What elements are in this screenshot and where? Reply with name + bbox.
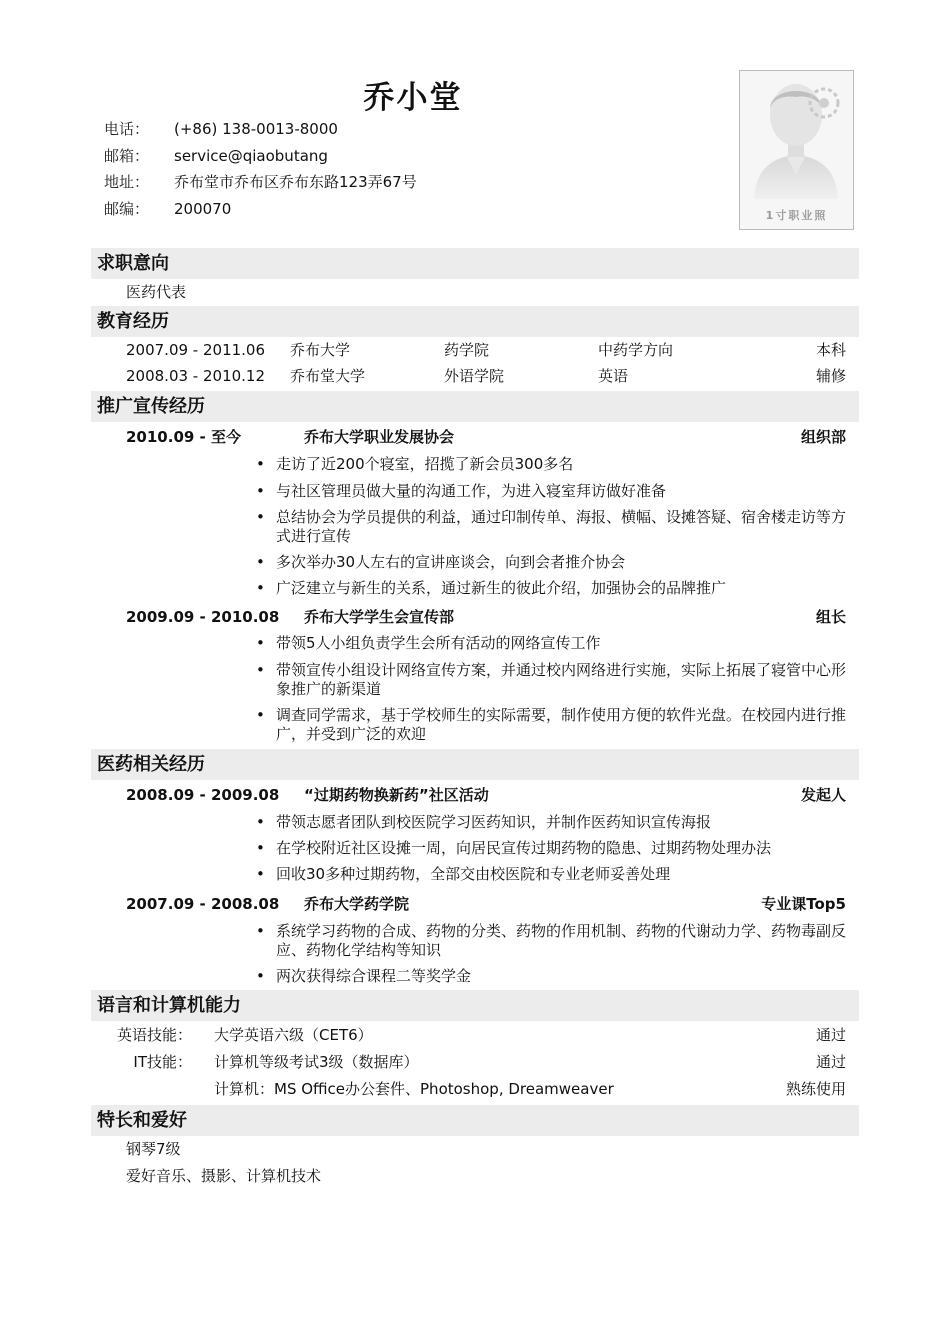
contact-phone — [104, 116, 417, 143]
skill-label: IT技能： — [133, 1053, 192, 1071]
profile-photo — [739, 70, 854, 230]
experience-date: 2008.09 - 2009.08 — [126, 786, 280, 804]
hobby-item: 爱好音乐、摄影、计算机技术 — [126, 1167, 322, 1185]
bullet-item: • 带领志愿者团队到校医院学习医药知识，并制作医药知识宣传海报 — [256, 813, 846, 832]
bullet-item: • 两次获得综合课程二等奖学金 — [256, 967, 846, 986]
skill-row — [104, 1023, 846, 1047]
education-major: 中药学方向 — [598, 341, 674, 359]
section-header-education: 教育经历 — [91, 306, 859, 337]
skill-row — [104, 1050, 846, 1074]
bullet-item: • 带领宣传小组设计网络宣传方案，并通过校内网络进行实施，实际上拓展了寝管中心形象推广的新渠道 — [256, 661, 846, 699]
education-date: 2008.03 - 2010.12 — [126, 367, 266, 385]
education-degree: 辅修 — [815, 367, 846, 385]
education-date: 2007.09 - 2011.06 — [126, 341, 266, 359]
contact-email — [104, 143, 417, 170]
contact-value: (+86) 138-0013-8000 — [174, 120, 338, 138]
bullet-item: • 总结协会为学员提供的利益，通过印制传单、海报、横幅、设摊答疑、宿舍楼走访等方式进行宣传 — [256, 508, 846, 546]
skill-row — [104, 1077, 846, 1101]
contact-label: 邮箱： — [104, 146, 150, 165]
bullet-item: • 系统学习药物的合成、药物的分类、药物的作用机制、药物的代谢动力学、药物毒副反应、药物化学结构等知识 — [256, 922, 846, 960]
candidate-name: 乔小堂 — [363, 80, 463, 116]
contact-label: 地址： — [104, 173, 150, 191]
experience-header — [126, 892, 846, 916]
contact-label: 电话： — [104, 120, 150, 138]
experience-date: 2009.09 - 2010.08 — [126, 608, 280, 626]
contact-block — [104, 116, 417, 222]
experience-header — [126, 783, 846, 807]
experience-role: 发起人 — [800, 786, 846, 804]
bullet-item: • 广泛建立与新生的关系，通过新生的彼此介绍，加强协会的品牌推广 — [256, 579, 846, 598]
skill-label: 英语技能： — [116, 1026, 192, 1044]
bullet-item: • 带领5人小组负责学生会所有活动的网络宣传工作 — [256, 634, 846, 653]
skill-result: 熟练使用 — [785, 1080, 846, 1098]
education-row — [126, 364, 846, 388]
experience-role: 组织部 — [800, 428, 846, 446]
education-major: 英语 — [598, 367, 629, 385]
contact-zipcode — [104, 196, 417, 223]
section-header-promotion: 推广宣传经历 — [91, 391, 859, 422]
skill-value: 计算机等级考试3级（数据库） — [214, 1053, 419, 1071]
bullet-item: • 多次举办30人左右的宣讲座谈会，向到会者推介协会 — [256, 553, 846, 572]
skill-label — [104, 1077, 192, 1101]
education-college: 外语学院 — [444, 367, 505, 385]
education-school: 乔布堂大学 — [290, 367, 366, 385]
bullet-item: • 回收30多种过期药物，全部交由校医院和专业老师妥善处理 — [256, 865, 846, 884]
bullet-item: • 与社区管理员做大量的沟通工作，为进入寝室拜访做好准备 — [256, 482, 846, 501]
experience-header — [126, 605, 846, 629]
experience-date: 2010.09 - 至今 — [126, 428, 241, 446]
person-silhouette-icon — [740, 71, 853, 229]
experience-org: “过期药物换新药”社区活动 — [304, 786, 489, 804]
contact-value: 200070 — [174, 199, 232, 218]
experience-org: 乔布大学职业发展协会 — [304, 428, 455, 446]
contact-address — [104, 169, 417, 196]
experience-bullets — [256, 455, 846, 598]
contact-label: 邮编： — [104, 199, 150, 218]
section-header-hobbies: 特长和爱好 — [91, 1105, 859, 1136]
experience-org: 乔布大学学生会宣传部 — [304, 608, 455, 626]
education-college: 药学院 — [444, 341, 490, 359]
section-header-pharma: 医药相关经历 — [91, 749, 859, 780]
intent-value: 医药代表 — [126, 283, 187, 301]
experience-header — [126, 425, 846, 449]
contact-value: 乔布堂市乔布区乔布东路123弄67号 — [174, 173, 417, 191]
skill-result: 通过 — [815, 1026, 846, 1044]
section-header-intent: 求职意向 — [91, 248, 859, 279]
experience-role: 专业课Top5 — [761, 895, 846, 913]
bullet-item: • 调查同学需求，基于学校师生的实际需要，制作使用方便的软件光盘。在校园内进行推广，并受到广泛的欢迎 — [256, 706, 846, 744]
education-school: 乔布大学 — [290, 341, 351, 359]
experience-bullets — [256, 813, 846, 884]
skill-value: 计算机：MS Office办公套件、Photoshop, Dreamweaver — [214, 1080, 614, 1098]
experience-role: 组长 — [815, 608, 846, 626]
hobby-item: 钢琴7级 — [126, 1140, 181, 1158]
experience-date: 2007.09 - 2008.08 — [126, 895, 280, 913]
contact-value: service@qiaobutang — [174, 146, 328, 165]
skill-result: 通过 — [815, 1053, 846, 1071]
experience-bullets — [256, 634, 846, 744]
bullet-item: • 在学校附近社区设摊一周，向居民宣传过期药物的隐患、过期药物处理办法 — [256, 839, 846, 858]
education-row — [126, 338, 846, 362]
bullet-item: • 走访了近200个寝室，招揽了新会员300多名 — [256, 455, 846, 474]
photo-caption: 1寸职业照 — [765, 209, 828, 222]
section-header-skills: 语言和计算机能力 — [91, 990, 859, 1021]
skill-value: 大学英语六级（CET6） — [214, 1026, 373, 1044]
experience-bullets — [256, 922, 846, 986]
experience-org: 乔布大学药学院 — [304, 895, 410, 913]
education-degree: 本科 — [815, 341, 846, 359]
